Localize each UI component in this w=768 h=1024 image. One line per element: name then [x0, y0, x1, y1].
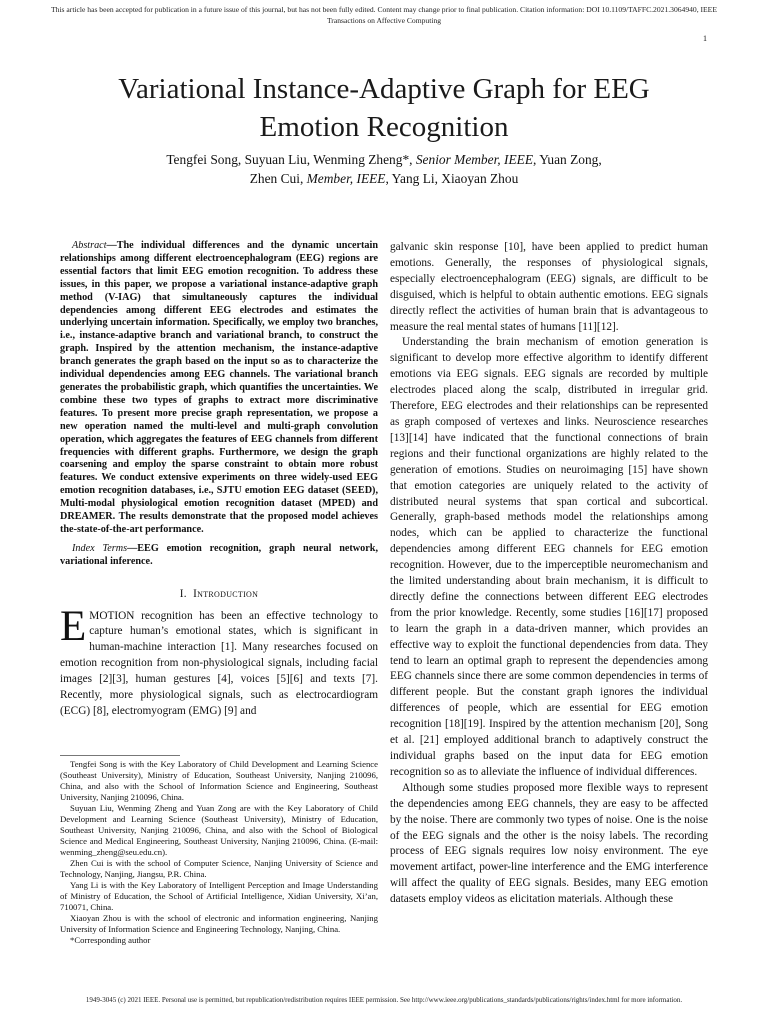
paper-title: [60, 70, 708, 146]
authors-line-2: [60, 169, 708, 188]
intro-paragraph-1-text: MOTION recognition has been an effective technology to capture human’s emotional states, which is significant in human-machine interaction [1]. Many researches focused on emotion recognition from non-physiological signals, including facial images [2][3], human gestures [4], voices [5][6] and texts [7]. Recently, more physiological signals, such as electrocardiogram (ECG) [8], electromyogram (EMG) [9] and: [60, 609, 378, 717]
title-line-1: Variational Instance-Adaptive Graph for EEG: [118, 73, 650, 105]
copyright-footer: 1949-3045 (c) 2021 IEEE. Personal use is permitted, but republication/redistribution requires IEEE permission. See http://www.ieee.org/publications_standards/publications/rights/index.html for more information.: [85, 996, 683, 1004]
authors-line-1-tail: , Yuan Zong,: [533, 152, 602, 167]
footnote-zhou: Xiaoyan Zhou is with the school of electronic and information engineering, Nanjing University of Information Science and Engineering Technology, Nanjing, China.: [60, 913, 378, 934]
affiliation-footnotes: [60, 755, 378, 946]
drop-cap: E: [60, 602, 87, 650]
abstract-lead: Abstract: [72, 240, 107, 251]
section-title: Introduction: [193, 587, 259, 600]
right-column: [390, 240, 708, 908]
author-role-senior: Senior Member, IEEE: [415, 152, 533, 167]
banner-line-1: This article has been accepted for publication in a future issue of this journal, but has not been fully edited. Content may change prior to final publication. Citation information: DOI 10.1109/TAFFC.2021.3064940, IEEE: [51, 5, 717, 14]
left-column: [60, 240, 378, 720]
footnote-corresponding: *Corresponding author: [70, 935, 151, 945]
intro-paragraph-1: [60, 602, 378, 720]
journal-banner: [0, 4, 768, 26]
footnote-song: Tengfei Song is with the Key Laboratory of Child Development and Learning Science (Southeast University), Ministry of Education, Southeast University, Nanjing 210096, China, and also with the School of Information Science and Engineering, Southeast University, Nanjing 210096, China.: [60, 759, 378, 802]
section-number: I.: [179, 587, 187, 600]
intro-paragraph-continued: galvanic skin response [10], have been applied to predict human emotions. Generally, the responses of physiological signals, especially electroencephalogram (EEG) signals, are difficult to be disguised, which is helpful to obtain authentic emotions. EEG signals directly reflect the activities of human brain that is advantageous to measure the real mental states of humans [11][12].: [390, 241, 708, 333]
authors-line-2-tail: , Yang Li, Xiaoyan Zhou: [385, 171, 519, 186]
intro-paragraph-3: Although some studies proposed more flexible ways to represent the dependencies among EEG channels, they are easy to be affected by the noise. There are commonly two types of noise. One is the noise of the EEG signals and the other is the noisy labels. The recording process of EEG signals requires low noisy environment. The eye movement artifact, power-line interference and the EMG interference will affect the quality of EEG signals. Besides, many EEG emotion datasets employ videos as elicitation materials. Although these: [390, 781, 708, 906]
footnote-rule: [60, 755, 180, 756]
index-terms-lead: Index Terms: [72, 542, 128, 554]
banner-line-2: Transactions on Affective Computing: [326, 16, 442, 25]
section-heading: [60, 587, 378, 603]
page-number: 1: [703, 34, 707, 43]
authors-line-1-names: Tengfei Song, Suyuan Liu, Wenming Zheng*,: [166, 152, 413, 167]
index-terms: [60, 543, 378, 569]
author-list: [60, 150, 708, 188]
authors-line-1: [60, 150, 708, 169]
footnote-li: Yang Li is with the Key Laboratory of Intelligent Perception and Image Understanding of Ministry of Education, the School of Artificial Intelligence, Xidian University, Xi’an, 710071, China.: [60, 880, 378, 912]
index-terms-text: —EEG emotion recognition, graph neural network, variational inference.: [60, 542, 378, 567]
intro-paragraph-2: Understanding the brain mechanism of emotion generation is significant to develop more effective algorithm to identify different emotions via EEG signals. EEG signals are recorded by multiple electrodes placed along the scalp, distributed in irregular grid. Therefore, EEG electrodes and their relationships can be represented as graph composed of vertexes and links. Neuroscience researches [13][14] have indicated that the functional connections of brain regions and their functional organizations are highly related to the generation of emotions. Studies on neuroimaging [15] have shown that emotion categories are uniquely related to the activity of distributed neural systems that span cortical and subcortical. Generally, graph-based methods model the relationships among nodes, which can be applied to characterize the functional dependencies among different EEG channels for EEG emotion recognition. However, due to the imperceptible neuromechanism and the limited understanding about brain mechanism, it is difficult to directly define the connections between different EEG electrodes from the prior knowledge. Recently, some studies [16][17] proposed to learn the graph in a data-driven manner, which provides an effective way to exploit the functional dependencies from data. They tend to learn an optimal graph to represent the dependencies among EEG channels since there are some common dependencies in terms of different people. But the constant graph ignores the individual differences of people, which are essential for EEG emotion recognition [18][19]. Inspired by the attention mechanism [20], Song et al. [21] employed additional branch to adaptively construct the individual graphs based on the input data for EEG emotion recognition so as to alleviate the influence of individual differences.: [390, 336, 708, 778]
footnote-cui: Zhen Cui is with the school of Computer Science, Nanjing University of Science and Technology, Nanjing, Jiangsu, P.R. China.: [60, 858, 378, 879]
footnote-liu-zheng-zong: Suyuan Liu, Wenming Zheng and Yuan Zong are with the Key Laboratory of Child Development and Learning Science (Southeast University), Ministry of Education, Southeast University, Nanjing 210096, China, and also with the School of Biological Science and Medical Engineering, Southeast University, Nanjing 210096, China. (E-mail: wenming_zheng@seu.edu.cn).: [60, 803, 378, 857]
authors-line-2-names: Zhen Cui,: [249, 171, 304, 186]
abstract: [60, 240, 378, 537]
author-role-member: Member, IEEE: [306, 171, 386, 186]
abstract-text: —The individual differences and the dynamic uncertain relationships among different electroencephalogram (EEG) regions are essential factors that limit EEG emotion recognition. To address these issues, in this paper, we propose a variational instance-adaptive graph method (V-IAG) that simultaneously captures the individual dependencies among different EEG electrodes and estimates the underlying uncertain information. Specifically, we employ two branches, i.e., instance-adaptive branch and variational branch, to construct the graph. Inspired by the attention mechanism, the instance-adaptive branch generates the graph based on the input so as to characterize the individual dependencies among EEG channels. The variational branch generates the probabilistic graph, which quantifies the uncertainties. We combine these two types of graphs to extract more discriminative features. To present more precise graph representation, we propose a new operation named the multi-level and multi-graph convolution operation, which aggregates the features of EEG channels from different frequencies with different graphs. Furthermore, we design the graph coarsening and employ the sparse constraint to obtain more robust features. We conduct extensive experiments on three widely-used EEG emotion recognition databases, i.e., SJTU emotion EEG dataset (SEED), Multi-modal physiological emotion recognition dataset (MPED) and DREAMER. The results demonstrate that the proposed model achieves the-state-of-the-art performance.: [60, 240, 378, 535]
title-line-2: Emotion Recognition: [259, 111, 509, 143]
